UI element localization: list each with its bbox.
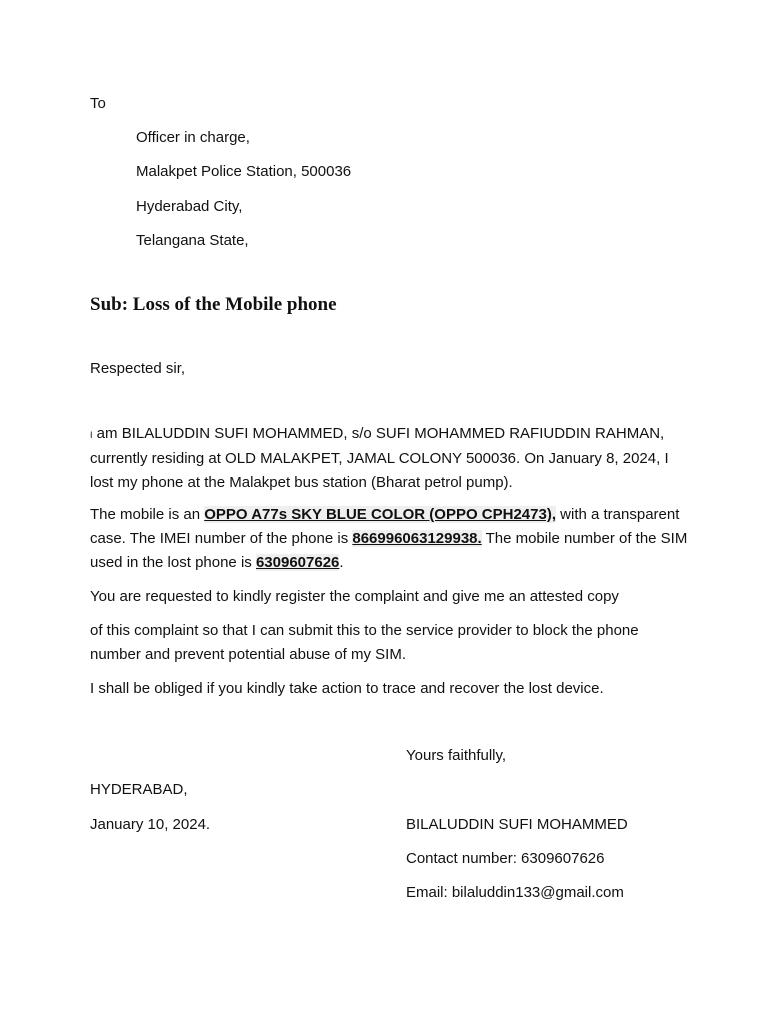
paragraph-2 [90,503,690,575]
paragraph-3: You are requested to kindly register the complaint and give me an attested copy [90,588,619,605]
paragraph-4: of this complaint so that I can submit this to the service provider to block the phone number and prevent potential abuse of my SIM. [90,622,639,663]
sender-name: BILALUDDIN SUFI MOHAMMED [406,816,628,833]
contact-number: Contact number: 6309607626 [406,850,605,867]
place: HYDERABAD, [90,781,188,798]
closing: Yours faithfully, [406,747,507,764]
paragraph-2-text-1: The mobile is an [90,506,205,523]
recipient-line-4: Telangana State, [136,232,249,249]
paragraph-1 [90,422,690,495]
to-label: To [90,95,106,112]
recipient-line-1: Officer in charge, [136,129,250,146]
recipient-line-2: Malakpet Police Station, 500036 [136,163,352,180]
paragraph-1-lead: I [90,430,93,440]
recipient-line-3: Hyderabad City, [136,198,243,215]
paragraph-5: I shall be obliged if you kindly take action to trace and recover the lost device. [90,680,604,697]
phone-model: OPPO A77s SKY BLUE COLOR (OPPO CPH2473), [204,506,556,523]
paragraph-2-text-3: The mobile number of the SIM used in the lost phone is [90,530,688,571]
imei-number: 866996063129938. [352,530,482,547]
paragraph-2-text-4: . [339,554,344,571]
paragraph-2-text-2: with a transparent case. The IMEI number of the phone is [90,506,680,547]
paragraph-1-text: am BILALUDDIN SUFI MOHAMMED, s/o SUFI MOHAMMED RAFIUDDIN RAHMAN, currently residing at OLD MALAKPET, JAMAL COLONY 500036. On January 8, 2024, I lost my phone at the Malakpet bus station (Bharat petrol pump). [90,425,669,491]
email-address: Email: bilaluddin133@gmail.com [406,884,624,901]
salutation: Respected sir, [90,360,186,377]
sim-number: 6309607626 [255,554,340,571]
subject-line: Sub: Loss of the Mobile phone [90,294,337,315]
date: January 10, 2024. [90,816,211,833]
